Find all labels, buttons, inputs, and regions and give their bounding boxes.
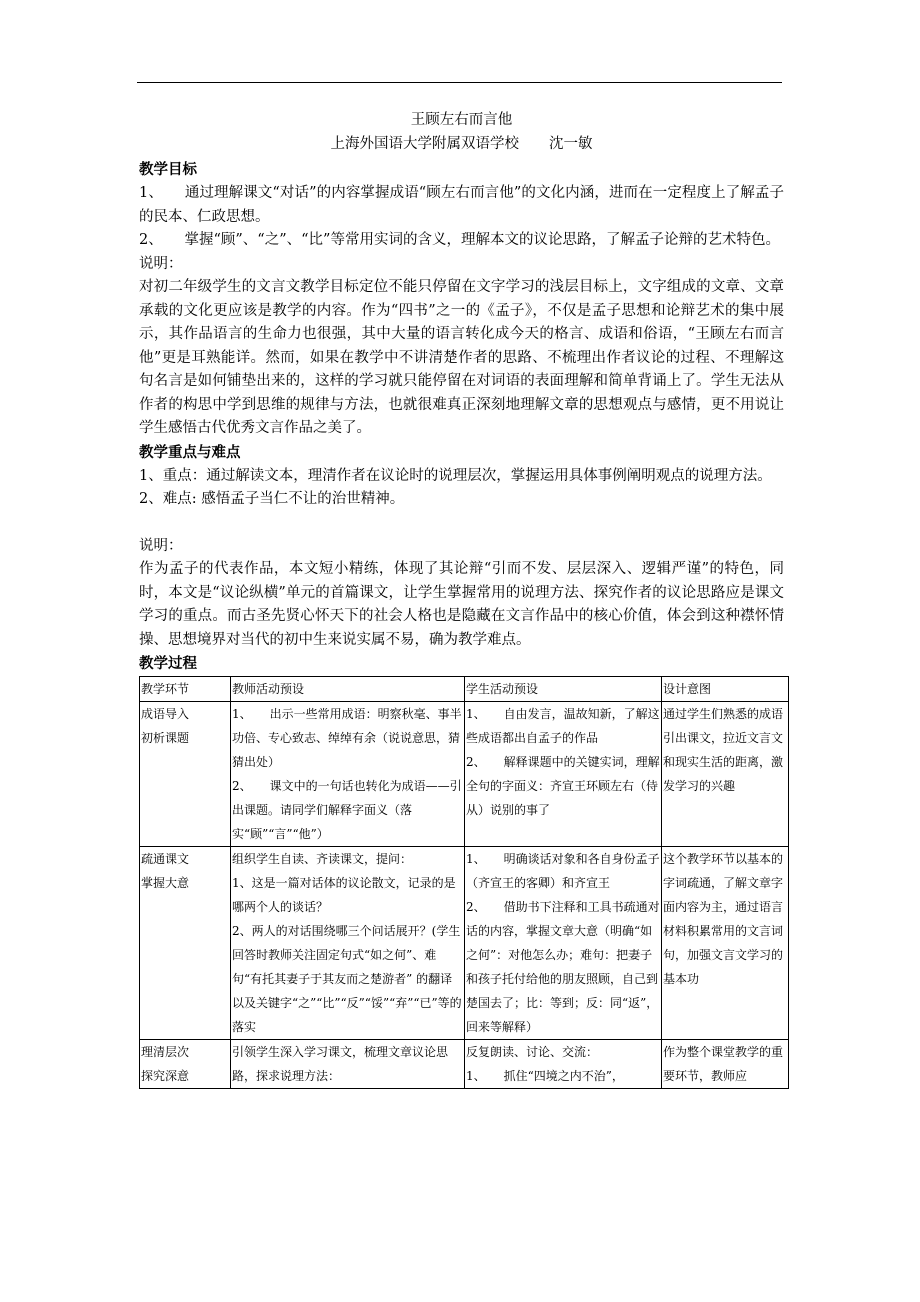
student-cell [465, 847, 662, 1040]
stage-line: 疏通课文 [141, 852, 190, 866]
teacher-cell [231, 1040, 465, 1089]
keypoint-item: 2、难点: 感悟孟子当仁不让的治世精神。 [139, 491, 405, 507]
table-row [140, 702, 789, 847]
process-table [139, 676, 789, 1089]
intent-cell [662, 847, 789, 1040]
intent-item: 作为整个课堂教学的重要环节，教师应 [663, 1045, 784, 1083]
header-cell: 教学环节 [140, 677, 231, 702]
note-paragraph: 对初二年级学生的文言文教学目标定位不能只停留在文字学习的浅层目标上，文字组成的文章、文章承载的文化更应该是教学的内容。作为“四书”之一的《孟子》，不仅是孟子思想和论辩艺术的集中展示，其作品语言的生命力也很强，其中大量的语言转化成今天的格言、成语和俗语，“王顾左右而言他”更是耳熟能详。然而，如果在教学中不讲清楚作者的思路、不梳理出作者议论的过程、不理解这句名言是如何铺垫出来的，这样的学习就只能停留在对词语的表面理解和简单背诵上了。学生无法从作者的构思中学到思维的规律与方法，也就很难真正深刻地理解文章的思想观点与感情，更不用说让学生感悟古代优秀文言作品之美了。 [139, 279, 784, 436]
header-cell: 设计意图 [662, 677, 789, 702]
document-title: 王顾左右而言他 [410, 112, 513, 128]
document-page [139, 108, 784, 1089]
teacher-item: 2、 课文中的一句话也转化为成语——引出课题。请同学们解释字面义（落实“顾”“言”“他”） [232, 779, 462, 841]
objective-item: 1、 通过理解课文“对话”的内容掌握成语“顾左右而言他”的文化内涵，进而在一定程度上了解孟子的民本、仁政思想。 [139, 185, 784, 225]
stage-line: 理清层次 [141, 1045, 190, 1059]
note-label: 说明： [139, 537, 183, 554]
intent-cell [662, 1040, 789, 1089]
stage-line: 掌握大意 [141, 876, 190, 890]
stage-line: 初析课题 [141, 731, 190, 745]
student-item: 2、 借助书下注释和工具书疏通对话的内容，掌握文章大意（明确“如之何”：对他怎么办；难句：把妻子和孩子托付给他的朋友照顾，自己到楚国去了；比：等到；反：同“返”，回来等解释） [466, 900, 660, 1034]
student-item: 2、 解释课题中的关键实词，理解全句的字面义：齐宣王环顾左右（侍从）说别的事了 [466, 755, 660, 817]
student-item: 1、 抓住“四境之内不治”， [466, 1069, 624, 1083]
teacher-item: 组织学生自读、齐读课文，提问： [232, 852, 413, 866]
student-cell [465, 702, 662, 847]
table-header-row [140, 677, 789, 702]
intent-cell [662, 702, 789, 847]
keypoint-item: 1、重点：通过解读文本，理清作者在议论时的说理层次，掌握运用具体事例阐明观点的说理方法。 [139, 467, 772, 484]
school-name: 上海外国语大学附属双语学校 [330, 136, 519, 152]
stage-cell [140, 1040, 231, 1089]
teacher-cell [231, 847, 465, 1040]
student-item: 反复朗读、讨论、交流： [466, 1045, 599, 1059]
objective-item: 2、 掌握“顾”、“之”、“比”等常用实词的含义，理解本文的议论思路，了解孟子论辩的艺术特色。 [139, 232, 780, 248]
student-item: 1、 明确谈话对象和各自身份孟子（齐宣王的客卿）和齐宣王 [466, 852, 660, 890]
author-line [139, 132, 784, 156]
table-row [140, 847, 789, 1040]
stage-cell [140, 702, 231, 847]
note-label: 说明： [139, 255, 183, 272]
teacher-item: 2、两人的对话围绕哪三个问话展开？(学生回答时教师关注固定句式“如之何”、难句“有托其妻子于其友而之楚游者” 的翻译以及关键字“之”“比”“反”“馁”“弃”“已”等的落实 [232, 924, 462, 1034]
student-cell [465, 1040, 662, 1089]
student-item: 1、 自由发言，温故知新，了解这些成语都出自孟子的作品 [466, 707, 660, 745]
intent-item: 这个教学环节以基本的字词疏通，了解文章字面内容为主，通过语言材料积累常用的文言词句，加强文言文学习的基本功 [663, 852, 784, 986]
keypoints-heading: 教学重点与难点 [139, 444, 241, 461]
teacher-item: 1、这是一篇对话体的议论散文，记录的是哪两个人的谈话？ [232, 876, 456, 914]
teacher-item: 1、 出示一些常用成语：明察秋毫、事半功倍、专心致志、绰绰有余（说说意思，猜猜出处） [232, 707, 462, 769]
table-row [140, 1040, 789, 1089]
header-rule [137, 82, 782, 83]
header-cell: 教师活动预设 [231, 677, 465, 702]
stage-line: 探究深意 [141, 1069, 190, 1083]
intent-item: 通过学生们熟悉的成语引出课文，拉近文言文和现实生活的距离，激发学习的兴趣 [663, 707, 784, 793]
header-cell: 学生活动预设 [465, 677, 662, 702]
stage-cell [140, 847, 231, 1040]
author-name: 沈一敏 [549, 136, 593, 152]
process-heading: 教学过程 [139, 656, 197, 672]
stage-line: 成语导入 [141, 707, 190, 721]
teacher-cell [231, 702, 465, 847]
note-paragraph: 作为孟子的代表作品，本文短小精练，体现了其论辩“引而不发、层层深入、逻辑严谨”的特色，同时，本文是“议论纵横”单元的首篇课文，让学生掌握常用的说理方法、探究作者的议论思路应是课文学习的重点。而古圣先贤心怀天下的社会人格也是隐藏在文言作品中的核心价值，体会到这种襟怀情操、思想境界对当代的初中生来说实属不易，确为教学难点。 [139, 561, 784, 648]
teacher-item: 引领学生深入学习课文，梳理文章议论思路，探求说理方法： [232, 1045, 449, 1083]
objectives-heading: 教学目标 [139, 162, 197, 178]
